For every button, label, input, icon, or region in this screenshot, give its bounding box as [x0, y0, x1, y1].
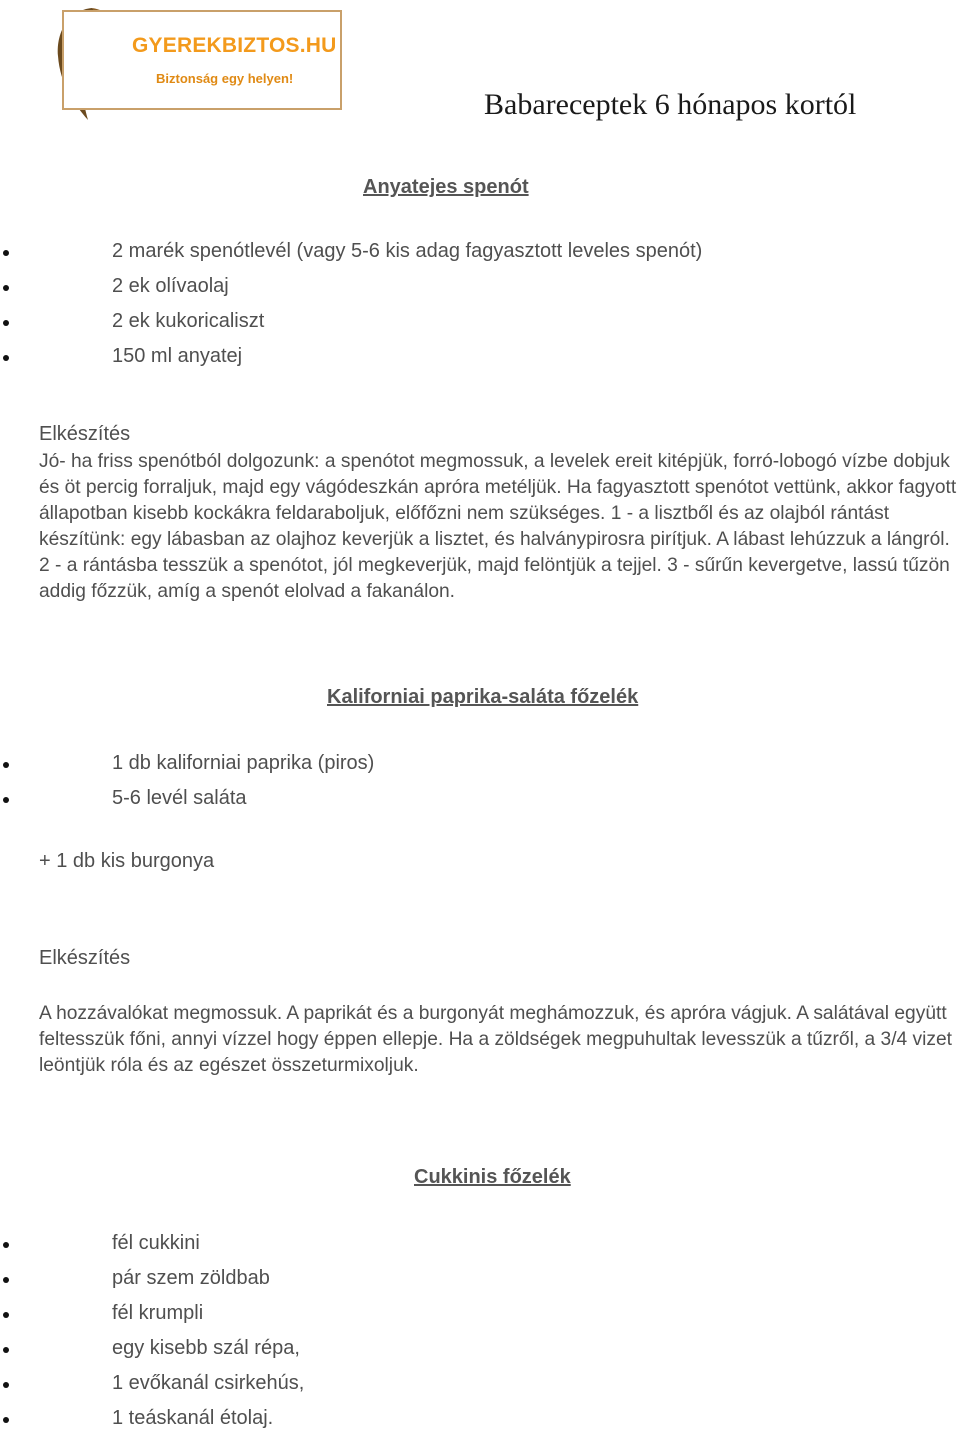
- list-item: 1 db kaliforniai paprika (piros): [0, 752, 374, 787]
- bullet-icon: [3, 1347, 9, 1353]
- list-item: 2 ek olívaolaj: [0, 275, 702, 310]
- recipe-title: Cukkinis főzelék: [414, 1166, 571, 1188]
- method-text: Jó- ha friss spenótból dolgozunk: a spenótot megmossuk, a levelek ereit kitépjük, forró-lobogó vízbe dobjuk és öt percig forraljuk, majd egy vágódeszkán apróra metéljük. Ha fagyasztott spenótot vettünk, akkor fagyott állapotban kisebb kockákra feldaraboljuk, előfőzni nem szükséges. 1 - a lisztből és az olajból rántást készítünk: egy lábasban az olajhoz keverjük a lisztet, és halványpirosra pirítjuk. A lábast lehúzzuk a lángról. 2 - a rántásba tesszük a spenótot, jól megkeverjük, majd felöntjük a tejjel. 3 - sűrűn kevergetve, lassú tűzön addig főzzük, amíg a spenót elolvad a fakanálon.: [39, 451, 957, 602]
- bullet-icon: [3, 1312, 9, 1318]
- list-item: pár szem zöldbab: [0, 1267, 304, 1302]
- method-text: A hozzávalókat megmossuk. A paprikát és a burgonyát meghámozzuk, és apróra vágjuk. A salátával együtt feltesszük főni, annyi vízzel hogy éppen ellepje. Ha a zöldségek megpuhultak levesszük a tűzről, a 3/4 vizet leöntjük róla és az egészet összeturmixoljuk.: [39, 1003, 952, 1076]
- logo-frame: [62, 10, 342, 110]
- list-item: 150 ml anyatej: [0, 345, 702, 380]
- method-heading: Elkészítés: [39, 423, 131, 445]
- recipe-title: Kaliforniai paprika-saláta főzelék: [327, 686, 639, 708]
- ingredient-list: [0, 752, 374, 822]
- list-item: 2 marék spenótlevél (vagy 5-6 kis adag fagyasztott leveles spenót): [0, 240, 702, 275]
- site-logo: [52, 6, 344, 122]
- bullet-icon: [3, 1417, 9, 1423]
- ingredient-list: [0, 1232, 304, 1442]
- list-item: egy kisebb szál répa,: [0, 1337, 304, 1372]
- ingredient-list: [0, 240, 702, 380]
- list-item: 1 teáskanál étolaj.: [0, 1407, 304, 1442]
- list-item: 1 evőkanál csirkehús,: [0, 1372, 304, 1407]
- bullet-icon: [3, 285, 9, 291]
- bullet-icon: [3, 762, 9, 768]
- list-item: 5-6 levél saláta: [0, 787, 374, 822]
- page-title: Babareceptek 6 hónapos kortól: [484, 88, 857, 121]
- method-heading: Elkészítés: [39, 947, 131, 969]
- list-item: fél cukkini: [0, 1232, 304, 1267]
- bullet-icon: [3, 355, 9, 361]
- list-item: fél krumpli: [0, 1302, 304, 1337]
- bullet-icon: [3, 320, 9, 326]
- bullet-icon: [3, 250, 9, 256]
- bullet-icon: [3, 1382, 9, 1388]
- extra-ingredient: + 1 db kis burgonya: [39, 850, 215, 872]
- list-item: 2 ek kukoricaliszt: [0, 310, 702, 345]
- bullet-icon: [3, 797, 9, 803]
- recipe-title: Anyatejes spenót: [363, 176, 529, 198]
- logo-tagline: Biztonság egy helyen!: [156, 71, 294, 86]
- bullet-icon: [3, 1277, 9, 1283]
- logo-name: GYEREKBIZTOS.HU: [132, 34, 337, 57]
- bullet-icon: [3, 1242, 9, 1248]
